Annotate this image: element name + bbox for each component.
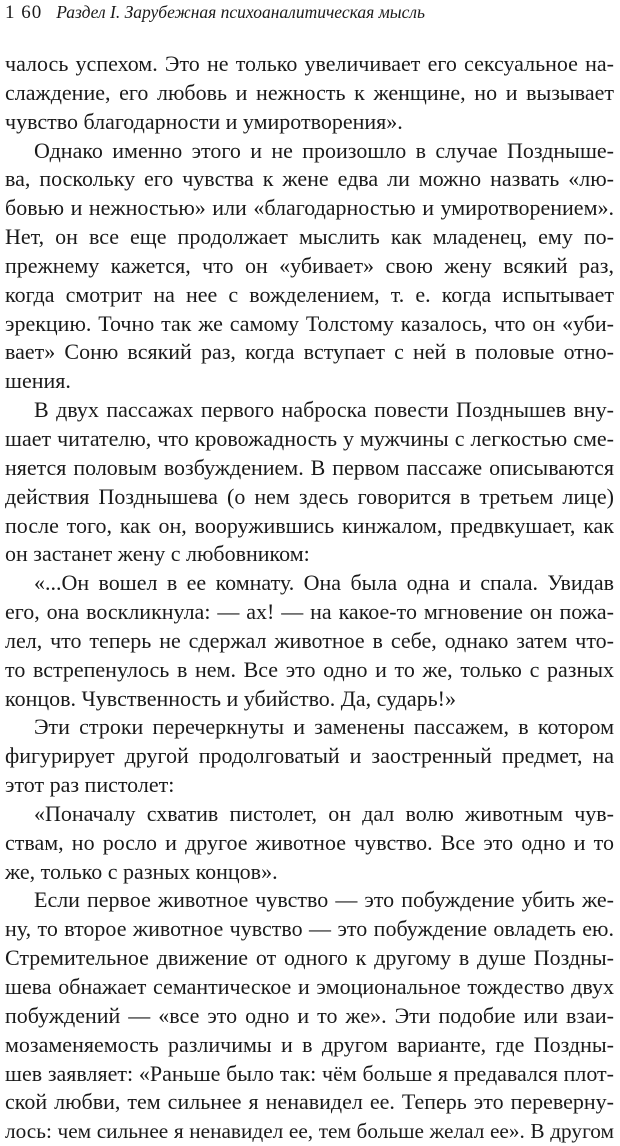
text-line: после того, как он, вооружившись кинжалом, предвкушает, как	[5, 512, 614, 538]
text-line: побуждений — «все это одно и то же». Эти подобие или взаи-	[5, 1002, 614, 1028]
text-line: эрекцию. Точно так же самому Толстому казалось, что он «уби-	[5, 310, 614, 336]
text-line: лось: чем сильнее я ненавидел ее, тем больше желал ее». В другом	[5, 1119, 614, 1144]
text-line: ну, то второе животное чувство — это побуждение овладеть ею.	[5, 916, 614, 942]
text-line: Однако именно этого и не произошло в случае Позднышe-	[34, 137, 614, 163]
text-line: же, только с разных концов».	[5, 858, 278, 884]
text-line: он застанет жену с любовником:	[5, 541, 310, 567]
text-line: слаждение, его любовь и нежность к женщине, но и вызывает	[5, 79, 614, 105]
body-text	[5, 50, 614, 1146]
text-line: фигурирует другой продолговатый и заостренный предмет, на	[5, 743, 614, 769]
text-line: В двух пассажах первого наброска повести Позднышев вну-	[34, 397, 614, 423]
text-line: шева обнажает семантическое и эмоциональное тождество двух	[5, 974, 614, 999]
text-line: чувство благодарности и умиротворения».	[5, 108, 403, 134]
text-line: лел, что теперь не сдержал животное в себе, однако затем что-	[5, 627, 614, 653]
text-line: ва, поскольку его чувства к жене едва ли можно назвать «лю-	[5, 166, 614, 192]
text-line: когда смотрит на нее с вожделением, т. е. когда испытывает	[5, 281, 614, 307]
text-line: няется половым возбуждением. В первом пассаже описываются	[5, 454, 614, 480]
text-line: чалось успехом. Это не только увеличивает его сексуальное на-	[5, 51, 614, 76]
text-line: Эти строки перечеркнуты и заменены пассажем, в котором	[34, 714, 614, 740]
text-line: прежнему кажется, что он «убивает» свою жену всякий раз,	[5, 252, 614, 278]
text-line: мозаменяемость различимы и в другом варианте, где Поздны-	[5, 1031, 614, 1057]
text-line: Если первое животное чувство — это побуждение убить же-	[34, 887, 614, 913]
text-line: действия Позднышева (о нем здесь говорится в третьем лице)	[5, 483, 614, 509]
text-line: бовью и нежностью» или «благодарностью и умиротворением».	[5, 195, 614, 221]
text-line: то встрепенулось в нем. Все это одно и то же, только с разных	[5, 656, 614, 682]
text-line: его, она воскликнула: — ах! — на какое-то мгновение он пожа-	[5, 599, 614, 625]
text-line: вает» Соню всякий раз, когда вступает с ней в половые отно-	[5, 339, 614, 365]
text-line: Нет, он все еще продолжает мыслить как младенец, ему по-	[5, 224, 614, 250]
text-line: «...Он вошел в ее комнату. Она была одна и спала. Увидав	[34, 570, 614, 596]
text-line: «Поначалу схватив пистолет, он дал волю животным чув-	[34, 800, 614, 826]
running-head	[5, 2, 425, 28]
running-title: Раздел I. Зарубежная психоаналитическая мысль	[56, 2, 425, 22]
text-line: этот раз пистолет:	[5, 772, 175, 798]
text-line: ствам, но росло и другое животное чувство. Все это одно и то	[5, 829, 614, 855]
text-line: шев заявляет: «Раньше было так: чём больше я предавался плот-	[5, 1060, 614, 1086]
text-line: ской любви, тем сильнее я ненавидел ее. Теперь это переверну-	[5, 1089, 614, 1115]
text-line: концов. Чувственность и убийство. Да, сударь!»	[5, 685, 456, 711]
page-number: 1 60	[5, 2, 43, 23]
text-line: шает читателю, что кровожадность у мужчины с легкостью сме-	[5, 425, 614, 451]
text-line: Стремительное движение от одного к другому в душе Поздны-	[5, 945, 614, 971]
text-line: шения.	[5, 368, 71, 394]
